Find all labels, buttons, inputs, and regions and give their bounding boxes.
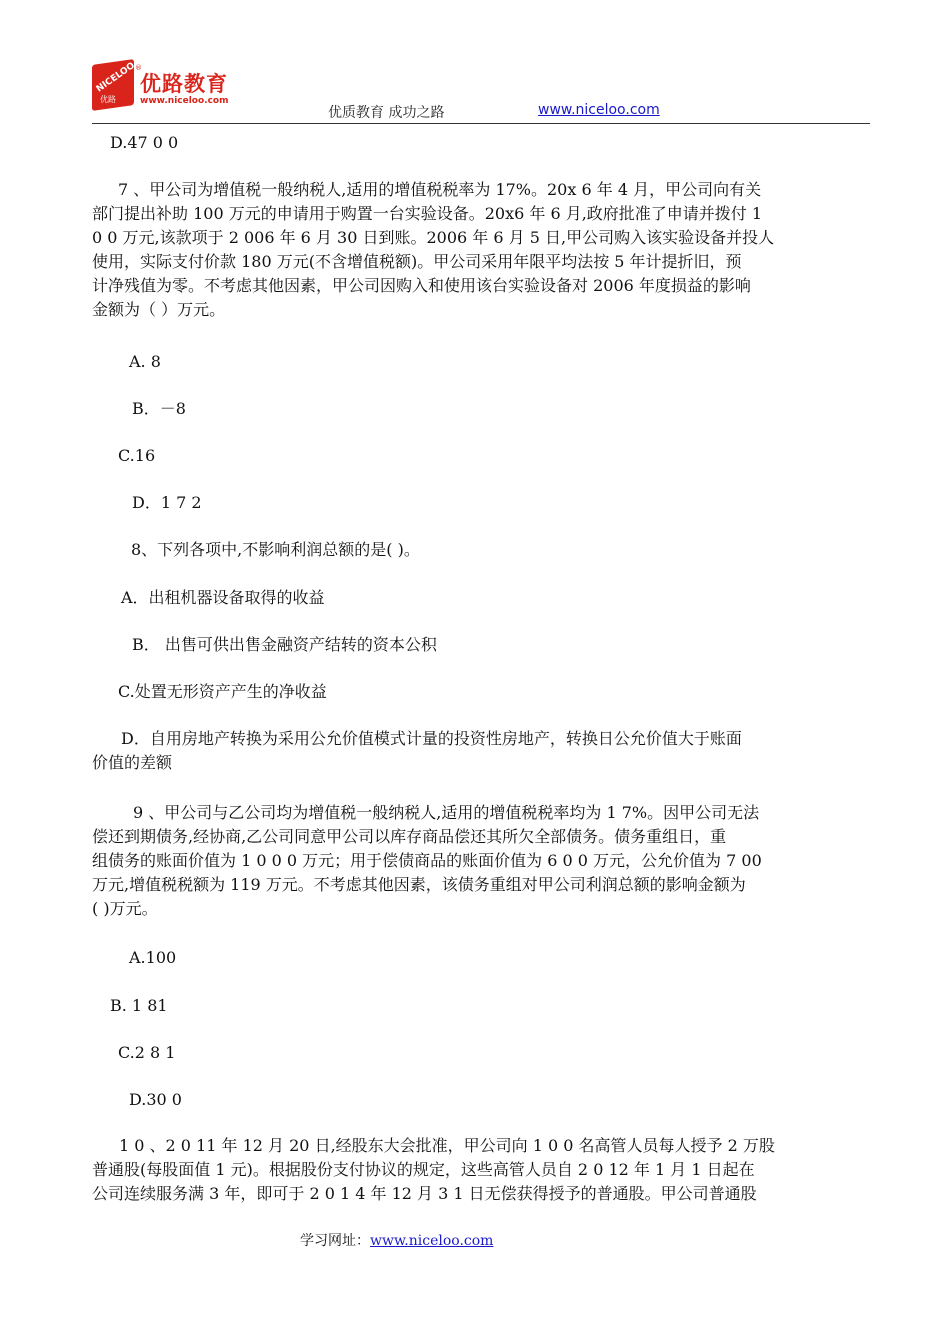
page-footer — [300, 1230, 493, 1250]
q8-option-a: A．出租机器设备取得的收益 — [121, 588, 325, 607]
question-7 — [92, 178, 870, 322]
q9-line: 万元,增值税税额为 119 万元。不考虑其他因素，该债务重组对甲公司利润总额的影响金额为 — [92, 875, 746, 894]
q8-option-c: C.处置无形资产产生的净收益 — [118, 682, 327, 701]
q9-option-b: B. 1 81 — [110, 996, 168, 1015]
q9-line: 9 、甲公司与乙公司均为增值税一般纳税人,适用的增值税税率均为 1 7%。因甲公司无法 — [133, 803, 760, 822]
q9-line: 组债务的账面价值为 1 0 0 0 万元；用于偿债商品的账面价值为 6 0 0 万元，公允价值为 7 00 — [92, 851, 762, 870]
q8-question: 8、下列各项中,不影响利润总额的是( )。 — [131, 540, 420, 559]
q8-option-d-line: 价值的差额 — [92, 753, 173, 772]
q7-line: 金额为（ ）万元。 — [92, 300, 226, 319]
logo-badge-text: NICELOO — [94, 60, 137, 95]
q9-option-a: A.100 — [129, 948, 177, 967]
q7-option-d: D．1 7 2 — [132, 493, 202, 512]
q8-option-d — [92, 727, 870, 775]
logo-url: www.niceloo.com — [140, 96, 229, 106]
q7-line: 使用，实际支付价款 180 万元(不含增值税额)。甲公司采用年限平均法按 5 年计提折旧，预 — [92, 252, 742, 271]
q7-line: 0 0 万元,该款项于 2 006 年 6 月 30 日到账。2006 年 6 月 5 日,甲公司购入该实验设备并投人 — [92, 228, 775, 247]
niceloo-logo[interactable] — [92, 62, 242, 116]
q7-line: 计净残值为零。不考虑其他因素，甲公司因购入和使用该台实验设备对 2006 年度损益的影响 — [92, 276, 751, 295]
q10-line: 普通股(每股面值 1 元)。根据股份支付协议的规定，这些高管人员自 2 0 12 年 1 月 1 日起在 — [92, 1160, 755, 1179]
q6-option-d: D.47 0 0 — [110, 133, 179, 152]
logo-name: 优路教育 — [140, 72, 228, 96]
q9-option-d: D.30 0 — [129, 1090, 182, 1109]
footer-label: 学习网址： — [300, 1233, 370, 1249]
q7-option-b: B．－8 — [132, 399, 186, 418]
q7-option-c: C.16 — [118, 446, 156, 465]
q10-line: 1 0 、2 0 11 年 12 月 20 日,经股东大会批准，甲公司向 1 0 0 名高管人员每人授予 2 万股 — [119, 1136, 775, 1155]
q10-line: 公司连续服务满 3 年，即可于 2 0 1 4 年 12 月 3 1 日无偿获得授予的普通股。甲公司普通股 — [92, 1184, 757, 1203]
q9-line: 偿还到期债务,经协商,乙公司同意甲公司以库存商品偿还其所欠全部债务。债务重组日，重 — [92, 827, 727, 846]
q9-option-c: C.2 8 1 — [118, 1043, 176, 1062]
q8-option-d-line: D．自用房地产转换为采用公允价值模式计量的投资性房地产，转换日公允价值大于账面 — [121, 729, 742, 748]
q7-line: 7 、甲公司为增值税一般纳税人,适用的增值税税率为 17%。20x 6 年 4 月，甲公司向有关 — [118, 180, 762, 199]
footer-link[interactable]: www.niceloo.com — [370, 1233, 494, 1249]
q9-line: ( )万元。 — [92, 899, 158, 918]
header-site-link[interactable]: www.niceloo.com — [538, 102, 660, 118]
question-10 — [92, 1134, 870, 1206]
q7-option-a: A. 8 — [129, 352, 161, 371]
logo-badge-sub: 优路 — [100, 95, 116, 104]
q7-line: 部门提出补助 100 万元的申请用于购置一台实验设备。20x6 年 6 月,政府批准了申请并拨付 1 — [92, 204, 763, 223]
question-9 — [92, 801, 870, 921]
header-divider — [92, 123, 870, 124]
header-slogan: 优质教育 成功之路 — [328, 105, 445, 121]
registered-icon: ® — [135, 64, 142, 72]
q8-option-b: B． 出售可供出售金融资产结转的资本公积 — [132, 635, 437, 654]
